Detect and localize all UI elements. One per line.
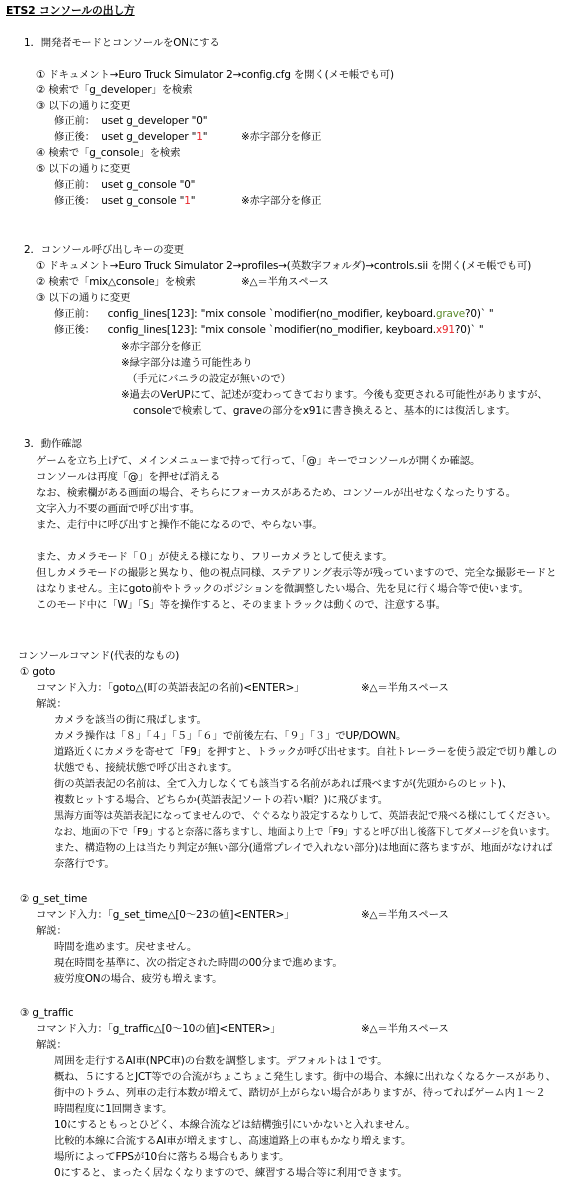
cmd-set-time-name: ② g_set_time <box>20 893 88 905</box>
cmd-traffic-desc-line: 比較的本線に合流するAI車が増えますし、高速道路上の車もかなり増えます。 <box>54 1135 412 1147</box>
cmd-traffic-name: ③ g_traffic <box>20 1007 74 1019</box>
s1-step-4: ④ 検索で「g_console」を検索 <box>36 147 181 159</box>
cmd-set-time-input: コマンド入力：「g_set_time△[0～23の値]<ENTER>」 <box>36 909 295 921</box>
s1-note-2: ※赤字部分を修正 <box>241 195 322 207</box>
cmd-traffic-desc-line: 概ね、５にするとJCT等での合流がちょこちょこ発生します。街中の場合、本線に出れなくなるケースがあり、 <box>54 1071 556 1083</box>
cmd-traffic-desc-line: 時間程度に1回開きます。 <box>54 1103 173 1115</box>
cmd-traffic-input: コマンド入力：「g_traffic△[0～10の値]<ENTER>」 <box>36 1023 281 1035</box>
s3-line: また、カメラモード「０」が使える様になり、フリーカメラとして使えます。 <box>36 551 393 563</box>
s2-after: 修正後： config_lines[123]: "mix console `modifier(no_modifier, keyboard.x91?0)` " <box>54 324 484 336</box>
s1-step-5: ⑤ 以下の通りに変更 <box>36 163 131 175</box>
page-title: ETS2 コンソールの出し方 <box>6 4 135 17</box>
s1-step-2: ② 検索で「g_developer」を検索 <box>36 84 193 96</box>
s3-line: なお、検索欄がある画面の場合、そちらにフォーカスがあるため、コンソールが出せなくなったりする。 <box>36 487 516 499</box>
cmd-goto-desc-line: なお、地面の下で「F9」すると奈落に落ちますし、地面より上で「F9」すると呼び出し後落下してダメージを負います。 <box>54 827 555 838</box>
s1-after-1: 修正後： uset g_developer "1" <box>54 131 208 143</box>
cmd-goto-desc-label: 解説： <box>36 698 67 710</box>
cmd-set-time-desc-label: 解説： <box>36 925 67 937</box>
cmd-goto-desc-line: カメラを該当の街に飛ばします。 <box>54 714 207 726</box>
s3-line: ゲームを立ち上げて、メインメニューまで持って行って、「@」キーでコンソールが開くか確認。 <box>36 455 481 467</box>
cmd-goto-desc-line: 複数ヒットする場合、どちらか(英語表記ソートの若い順？)に飛びます。 <box>54 794 389 806</box>
cmd-goto-desc-line: 奈落行です。 <box>54 858 115 870</box>
s1-note-1: ※赤字部分を修正 <box>241 131 322 143</box>
s1-before-2: 修正前： uset g_console "0" <box>54 179 196 191</box>
s2-note-2: ※緑字部分は違う可能性あり <box>121 357 253 369</box>
cmd-goto-desc-line: カメラ操作は「８」「４」「５」「６」で前後左右、「９」「３」でUP/DOWN。 <box>54 730 407 742</box>
s3-line: コンソールは再度「@」を押せば消える <box>36 471 221 483</box>
cmd-goto-input: コマンド入力：「goto△(町の英語表記の名前)<ENTER>」 <box>36 682 305 694</box>
s3-line: 文字入力不要の画面で呼び出す事。 <box>36 503 200 515</box>
s2-note-4: ※過去のVerUPにて、記述が変わってきております。今後も変更される可能性がありますが、 <box>121 389 548 401</box>
s1-step-1: ① ドキュメント→Euro Truck Simulator 2→config.cfg を開く(メモ帳でも可) <box>36 69 394 81</box>
commands-heading: コンソールコマンド(代表的なもの) <box>18 650 180 662</box>
cmd-goto-name: ① goto <box>20 666 56 678</box>
section-1-heading: 1．開発者モードとコンソールをONにする <box>24 37 220 49</box>
cmd-goto-note: ※△＝半角スペース <box>361 682 449 694</box>
cmd-goto-desc-line: 状態でも、接続状態で呼び出されます。 <box>54 762 238 774</box>
cmd-traffic-note: ※△＝半角スペース <box>361 1023 449 1035</box>
s3-line: はなりません。主にgoto前やトラックのポジションを微調整したい場合、先を見に行く場合等で使います。 <box>36 583 529 595</box>
s1-after-2: 修正後： uset g_console "1" <box>54 195 196 207</box>
s2-step-2: ② 検索で「mix△console」を検索 <box>36 276 196 288</box>
cmd-goto-desc-line: 黒海方面等は英語表記になってませんので、ぐぐるなり設定するなりして、英語表記で飛べる様にしてください。 <box>54 811 556 822</box>
cmd-traffic-desc-line: 0にすると、まったく居なくなりますので、練習する場合等に利用できます。 <box>54 1167 408 1179</box>
s2-before: 修正前： config_lines[123]: "mix console `modifier(no_modifier, keyboard.grave?0)` " <box>54 308 494 320</box>
cmd-goto-desc-line: 街の英語表記の名前は、全て入力しなくても該当する名前があれば飛べますが(先頭からのヒット)、 <box>54 778 513 790</box>
cmd-set-time-desc-line: 疲労度ONの場合、疲労も増えます。 <box>54 973 223 985</box>
s2-note-3: （手元にバニラの設定が無いので） <box>127 373 291 385</box>
s1-before-1: 修正前： uset g_developer "0" <box>54 115 208 127</box>
s2-step-2-note: ※△＝半角スペース <box>241 276 329 288</box>
cmd-traffic-desc-label: 解説： <box>36 1039 67 1051</box>
s3-line: 但しカメラモードの撮影と異なり、他の視点同様、ステアリング表示等が残っていますので、完全な撮影モードと <box>36 567 557 579</box>
s2-step-3: ③ 以下の通りに変更 <box>36 292 131 304</box>
s2-note-1: ※赤字部分を修正 <box>121 341 202 353</box>
cmd-traffic-desc-line: 街中のトラム、列車の走行本数が増えて、踏切が上がらない場合がありますが、待ってればゲーム内１～２ <box>54 1087 546 1099</box>
s3-line: また、走行中に呼び出すと操作不能になるので、やらない事。 <box>36 519 323 531</box>
cmd-traffic-desc-line: 場所によってFPSが10台に落ちる場合もあります。 <box>54 1151 290 1163</box>
s3-line: このモード中に「W」「S」等を操作すると、そのままトラックは動くので、注意する事。 <box>36 599 446 611</box>
s2-note-5: consoleで検索して、graveの部分をx91に書き換えると、基本的には復活します。 <box>133 405 516 417</box>
s1-step-3: ③ 以下の通りに変更 <box>36 100 131 112</box>
cmd-traffic-desc-line: 10にするともっとひどく、本線合流などは結構強引にいかないと入れません。 <box>54 1119 416 1131</box>
section-3-heading: 3．動作確認 <box>24 438 82 450</box>
cmd-goto-desc-line: 道路近くにカメラを寄せて「F9」を押すと、トラックが呼び出せます。自社トレーラーを使う設定で切り離しの <box>54 747 557 758</box>
section-2-heading: 2．コンソール呼び出しキーの変更 <box>24 244 184 256</box>
s2-step-1: ① ドキュメント→Euro Truck Simulator 2→profiles→(英数字フォルダ)→controls.sii を開く(メモ帳でも可) <box>36 260 532 272</box>
cmd-set-time-note: ※△＝半角スペース <box>361 909 449 921</box>
cmd-set-time-desc-line: 現在時間を基準に、次の指定された時間の00分まで進めます。 <box>54 957 343 969</box>
cmd-traffic-desc-line: 周囲を走行するAI車(NPC車)の台数を調整します。デフォルトは１です。 <box>54 1055 388 1067</box>
cmd-set-time-desc-line: 時間を進めます。戻せません。 <box>54 941 198 953</box>
cmd-goto-desc-line: また、構造物の上は当たり判定が無い部分(通常プレイで入れない部分)は地面に落ちますが、地面がなければ <box>54 842 553 854</box>
